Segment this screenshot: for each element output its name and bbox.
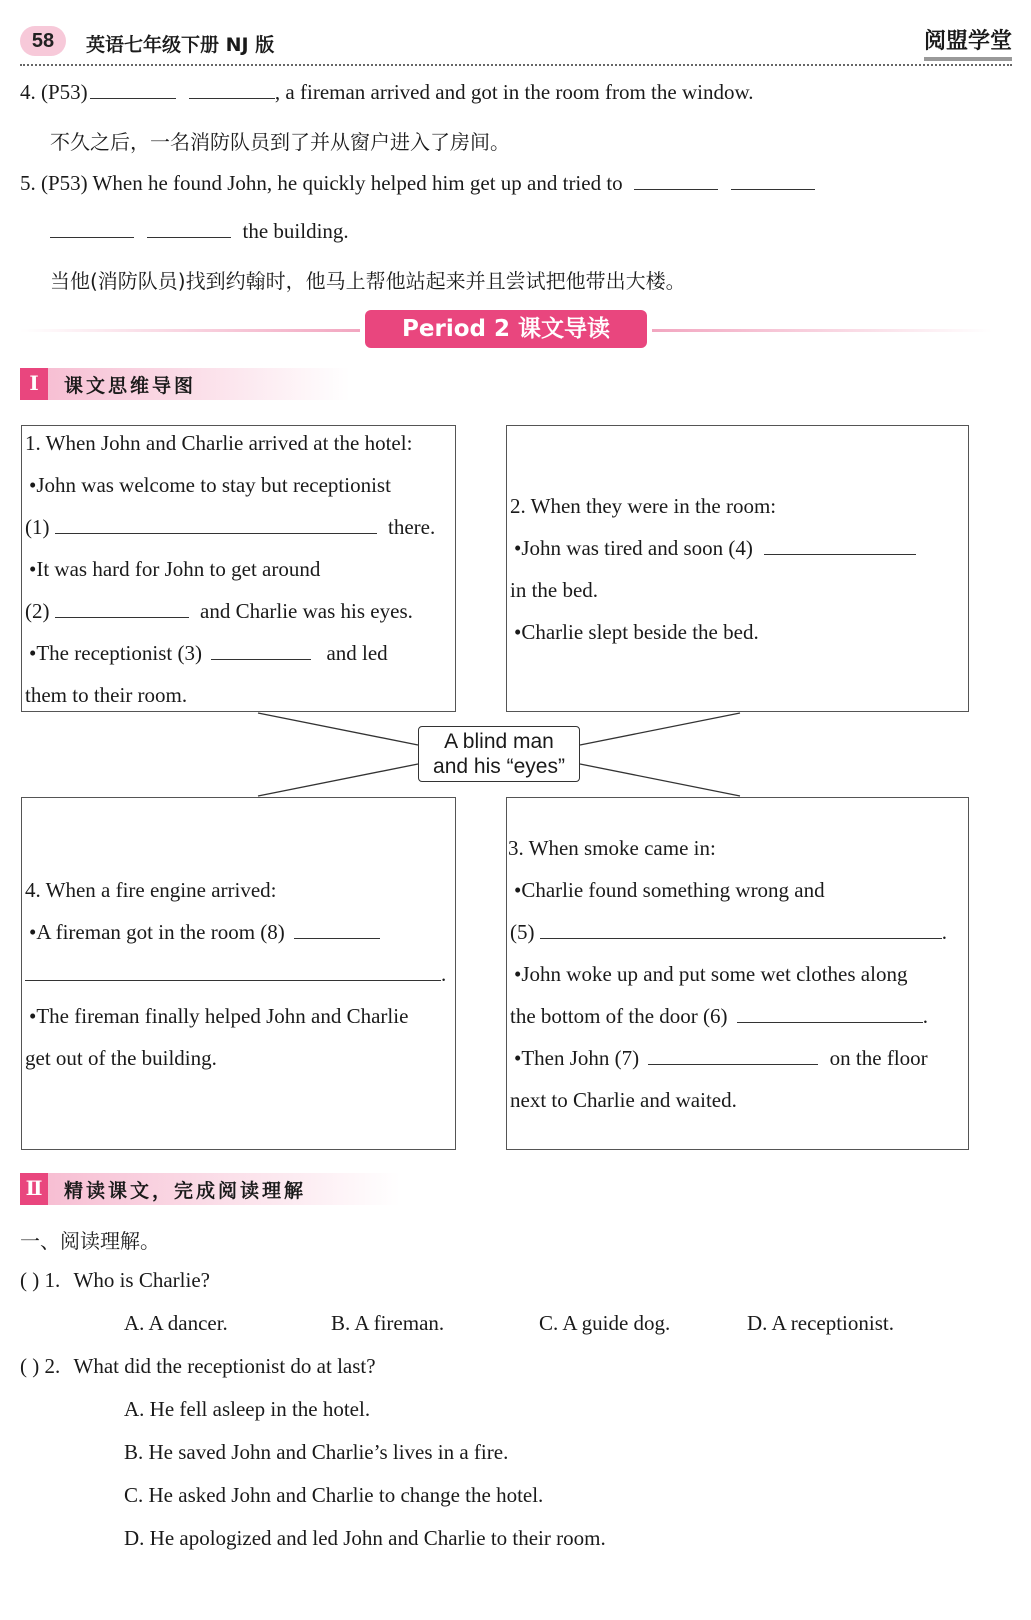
book-title: 英语七年级下册 NJ 版 <box>86 34 275 56</box>
question-2: ( ) 2. What did the receptionist do at last? <box>20 1354 376 1378</box>
center-text: A blind man <box>444 730 554 753</box>
option-c: C. A guide dog. <box>539 1311 671 1335</box>
box-title: 2. When they were in the room: <box>510 494 777 518</box>
section-2-header <box>20 1173 400 1205</box>
answer-blank-8[interactable] <box>294 920 380 939</box>
answer-paren[interactable]: ( ) <box>20 1354 40 1378</box>
box-title: 4. When a fire engine arrived: <box>25 878 277 902</box>
connector-line <box>258 713 418 745</box>
option-a: A. He fell asleep in the hotel. <box>124 1397 371 1421</box>
section-title: 精读课文，完成阅读理解 <box>64 1180 307 1202</box>
question-text: Who is Charlie? <box>73 1268 210 1292</box>
bullet-line: •John was tired and soon (4) <box>514 536 916 561</box>
option-d: D. A receptionist. <box>747 1311 894 1335</box>
box-title: 1. When John and Charlie arrived at the hotel: <box>25 431 413 455</box>
bullet-text: them to their room. <box>25 683 188 707</box>
item-number: 5. <box>20 171 36 195</box>
center-text: and his “eyes” <box>433 755 565 778</box>
mindmap-box-4 <box>21 797 456 1150</box>
answer-blank-3[interactable] <box>211 641 311 660</box>
answer-paren[interactable]: ( ) <box>20 1268 40 1292</box>
mindmap-box-1 <box>21 425 456 712</box>
answer-blank-5[interactable] <box>540 920 942 939</box>
answer-blank-4[interactable] <box>764 536 916 555</box>
bullet-line: •A fireman got in the room (8) <box>29 920 380 945</box>
answer-blank-1[interactable] <box>55 515 377 534</box>
bullet-text: in the bed. <box>510 578 599 602</box>
bullet-text: get out of the building. <box>25 1046 217 1070</box>
reading-heading: 一、阅读理解。 <box>20 1229 160 1253</box>
option-b: B. A fireman. <box>331 1311 445 1335</box>
answer-blank-7[interactable] <box>648 1046 818 1065</box>
bullet-text: •It was hard for John to get around <box>29 557 321 581</box>
page-ref: (P53) <box>41 80 88 104</box>
bullet-text: •John woke up and put some wet clothes along <box>514 962 908 986</box>
item-text: , a fireman arrived and got in the room from the window. <box>274 80 754 104</box>
option-a: A. A dancer. <box>124 1311 228 1335</box>
bullet-text: •Charlie slept beside the bed. <box>514 620 759 644</box>
section-title: 课文思维导图 <box>64 375 197 397</box>
mindmap-center <box>418 726 580 782</box>
item-4-translation: 不久之后，一名消防队员到了并从窗户进入了房间。 <box>50 130 510 154</box>
option-d: D. He apologized and led John and Charlie to their room. <box>124 1526 606 1550</box>
bullet-text: •The fireman finally helped John and Charlie <box>29 1004 409 1028</box>
answer-blank-2[interactable] <box>55 599 189 618</box>
item-text: When he found John, he quickly helped him get up and tried to <box>92 171 623 195</box>
connector-line <box>580 764 740 796</box>
bullet-line: (1) there. <box>25 515 436 539</box>
page-ref: (P53) <box>41 171 88 195</box>
section-number: Ⅰ <box>20 368 48 400</box>
connector-line <box>580 713 740 745</box>
question-1: ( ) 1. Who is Charlie? <box>20 1268 210 1292</box>
item-number: 4. <box>20 80 36 104</box>
item-text: the building. <box>242 219 349 243</box>
connector-line <box>258 764 418 796</box>
bullet-line: (5) . <box>510 920 947 944</box>
bullet-text: next to Charlie and waited. <box>510 1088 737 1112</box>
box-title: 3. When smoke came in: <box>508 836 716 860</box>
bullet-line: (2) and Charlie was his eyes. <box>25 599 413 623</box>
section-number: Ⅱ <box>20 1173 48 1205</box>
option-b: B. He saved John and Charlie’s lives in a fire. <box>124 1440 509 1464</box>
brand-logo: 阅盟学堂 <box>924 24 1012 61</box>
bullet-line: . <box>25 962 446 987</box>
mindmap-box-3 <box>506 797 969 1150</box>
question-text: What did the receptionist do at last? <box>73 1354 376 1378</box>
period-title: Period 2 课文导读 <box>365 310 647 348</box>
item-5-translation: 当他(消防队员)找到约翰时，他马上帮他站起来并且尝试把他带出大楼。 <box>50 269 686 293</box>
bullet-text: •Charlie found something wrong and <box>514 878 825 902</box>
option-c: C. He asked John and Charlie to change the hotel. <box>124 1483 544 1507</box>
page-number: 58 <box>20 26 66 56</box>
bullet-text: •John was welcome to stay but receptionist <box>29 473 391 497</box>
answer-blank-8b[interactable] <box>25 962 441 981</box>
mindmap-box-2 <box>506 425 969 712</box>
bullet-line: the bottom of the door (6) . <box>510 1004 929 1028</box>
bullet-line: •The receptionist (3) and led <box>29 641 388 665</box>
answer-blank-6[interactable] <box>737 1004 923 1023</box>
bullet-line: •Then John (7) on the floor <box>514 1046 928 1070</box>
